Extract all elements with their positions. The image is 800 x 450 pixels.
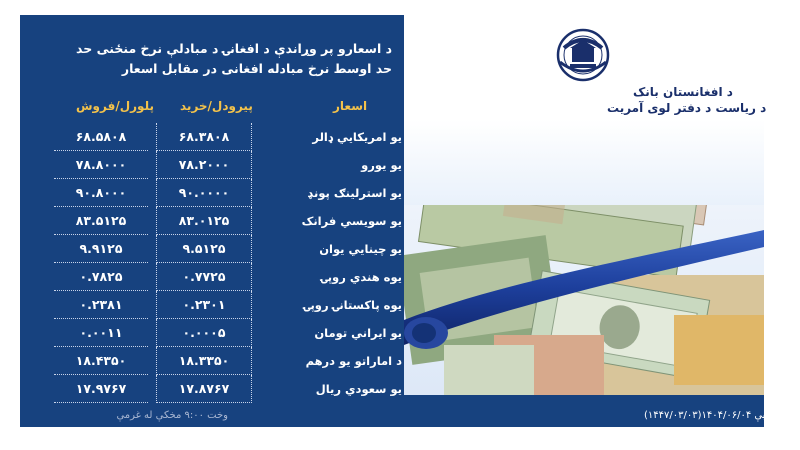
buy-rate: ۹۰.۰۰۰۰ <box>157 179 252 207</box>
buy-rate: ۱۷.۸۷۶۷ <box>157 375 252 403</box>
sell-rate: ۱۸.۴۳۵۰ <box>54 347 148 375</box>
header-buy: پیرودل/خرید <box>180 99 253 113</box>
table-row <box>54 291 402 319</box>
sell-rate: ۶۸.۵۸۰۸ <box>54 123 148 151</box>
currency-name: یو امریکایي ډالر <box>312 129 402 144</box>
currency-name: یوه پاکستانۍ روپۍ <box>303 297 402 312</box>
currency-name: یو یورو <box>361 157 402 172</box>
header-sell: پلورل/فروش <box>76 99 154 113</box>
sell-rate: ۱۷.۹۷۶۷ <box>54 375 148 403</box>
table-row <box>54 319 402 347</box>
bank-header <box>404 15 767 205</box>
column-gap <box>148 235 157 263</box>
column-gap <box>148 263 157 291</box>
table-row <box>54 235 402 263</box>
currency-name: د اماراتو یو درهم <box>305 353 402 368</box>
title-pashto: د اسعارو پر وړاندې د افغانۍ د مبادلې نرخ منځنی حد <box>76 41 392 56</box>
currency-name: یو ایراني تومان <box>314 325 402 340</box>
column-gap <box>148 179 157 207</box>
column-gap <box>148 291 157 319</box>
currency-name: یوه هندي روپۍ <box>321 269 402 284</box>
sell-rate: ۰.۲۳۸۱ <box>54 291 148 319</box>
currency-name: یو استرلینګ پونډ <box>307 185 402 200</box>
time-text: وخت ۹:۰۰ مخکې له غرمې <box>116 410 228 421</box>
column-gap <box>148 151 157 179</box>
currency-name: یو سویسي فرانک <box>301 213 402 228</box>
sell-rate: ۰.۰۰۱۱ <box>54 319 148 347</box>
sell-rate: ۹۰.۸۰۰۰ <box>54 179 148 207</box>
buy-rate: ۸۳.۰۱۲۵ <box>157 207 252 235</box>
column-gap <box>148 123 157 151</box>
date-text: سه شنبې ۱۴۰۴/۰۶/۰۴(۱۴۴۷/۰۳/۰۳) <box>644 410 795 421</box>
rates-table <box>54 123 402 403</box>
rates-panel <box>20 15 404 427</box>
buy-rate: ۰.۰۰۰۵ <box>157 319 252 347</box>
bank-panel <box>404 15 795 427</box>
table-row <box>54 263 402 291</box>
buy-rate: ۰.۷۷۲۵ <box>157 263 252 291</box>
sell-rate: ۹.۹۱۲۵ <box>54 235 148 263</box>
bank-name: د افغانستان بانک <box>633 85 733 99</box>
table-row <box>54 151 402 179</box>
column-gap <box>148 375 157 403</box>
table-row <box>54 347 402 375</box>
buy-rate: ۷۸.۲۰۰۰ <box>157 151 252 179</box>
department-name: د ریاست د دفتر لوی آمریت <box>607 101 767 115</box>
sell-rate: ۰.۷۸۲۵ <box>54 263 148 291</box>
table-row <box>54 375 402 403</box>
column-gap <box>148 319 157 347</box>
buy-rate: ۶۸.۳۸۰۸ <box>157 123 252 151</box>
buy-rate: ۰.۲۳۰۱ <box>157 291 252 319</box>
currency-name: یو چینایي یوان <box>319 241 402 256</box>
column-gap <box>148 347 157 375</box>
column-gap <box>148 207 157 235</box>
table-row <box>54 123 402 151</box>
table-row <box>54 207 402 235</box>
title-dari: حد اوسط نرخ مبادله افغانی در مقابل اسعار <box>121 61 392 76</box>
buy-rate: ۱۸.۳۳۵۰ <box>157 347 252 375</box>
sell-rate: ۷۸.۸۰۰۰ <box>54 151 148 179</box>
buy-rate: ۹.۵۱۲۵ <box>157 235 252 263</box>
table-row <box>54 179 402 207</box>
header-currency: اسعار <box>333 99 368 113</box>
exchange-rate-card <box>20 15 795 427</box>
currency-name: یو سعودي ریال <box>315 381 402 396</box>
sell-rate: ۸۳.۵۱۲۵ <box>54 207 148 235</box>
da-afghanistan-bank-logo <box>550 28 616 82</box>
